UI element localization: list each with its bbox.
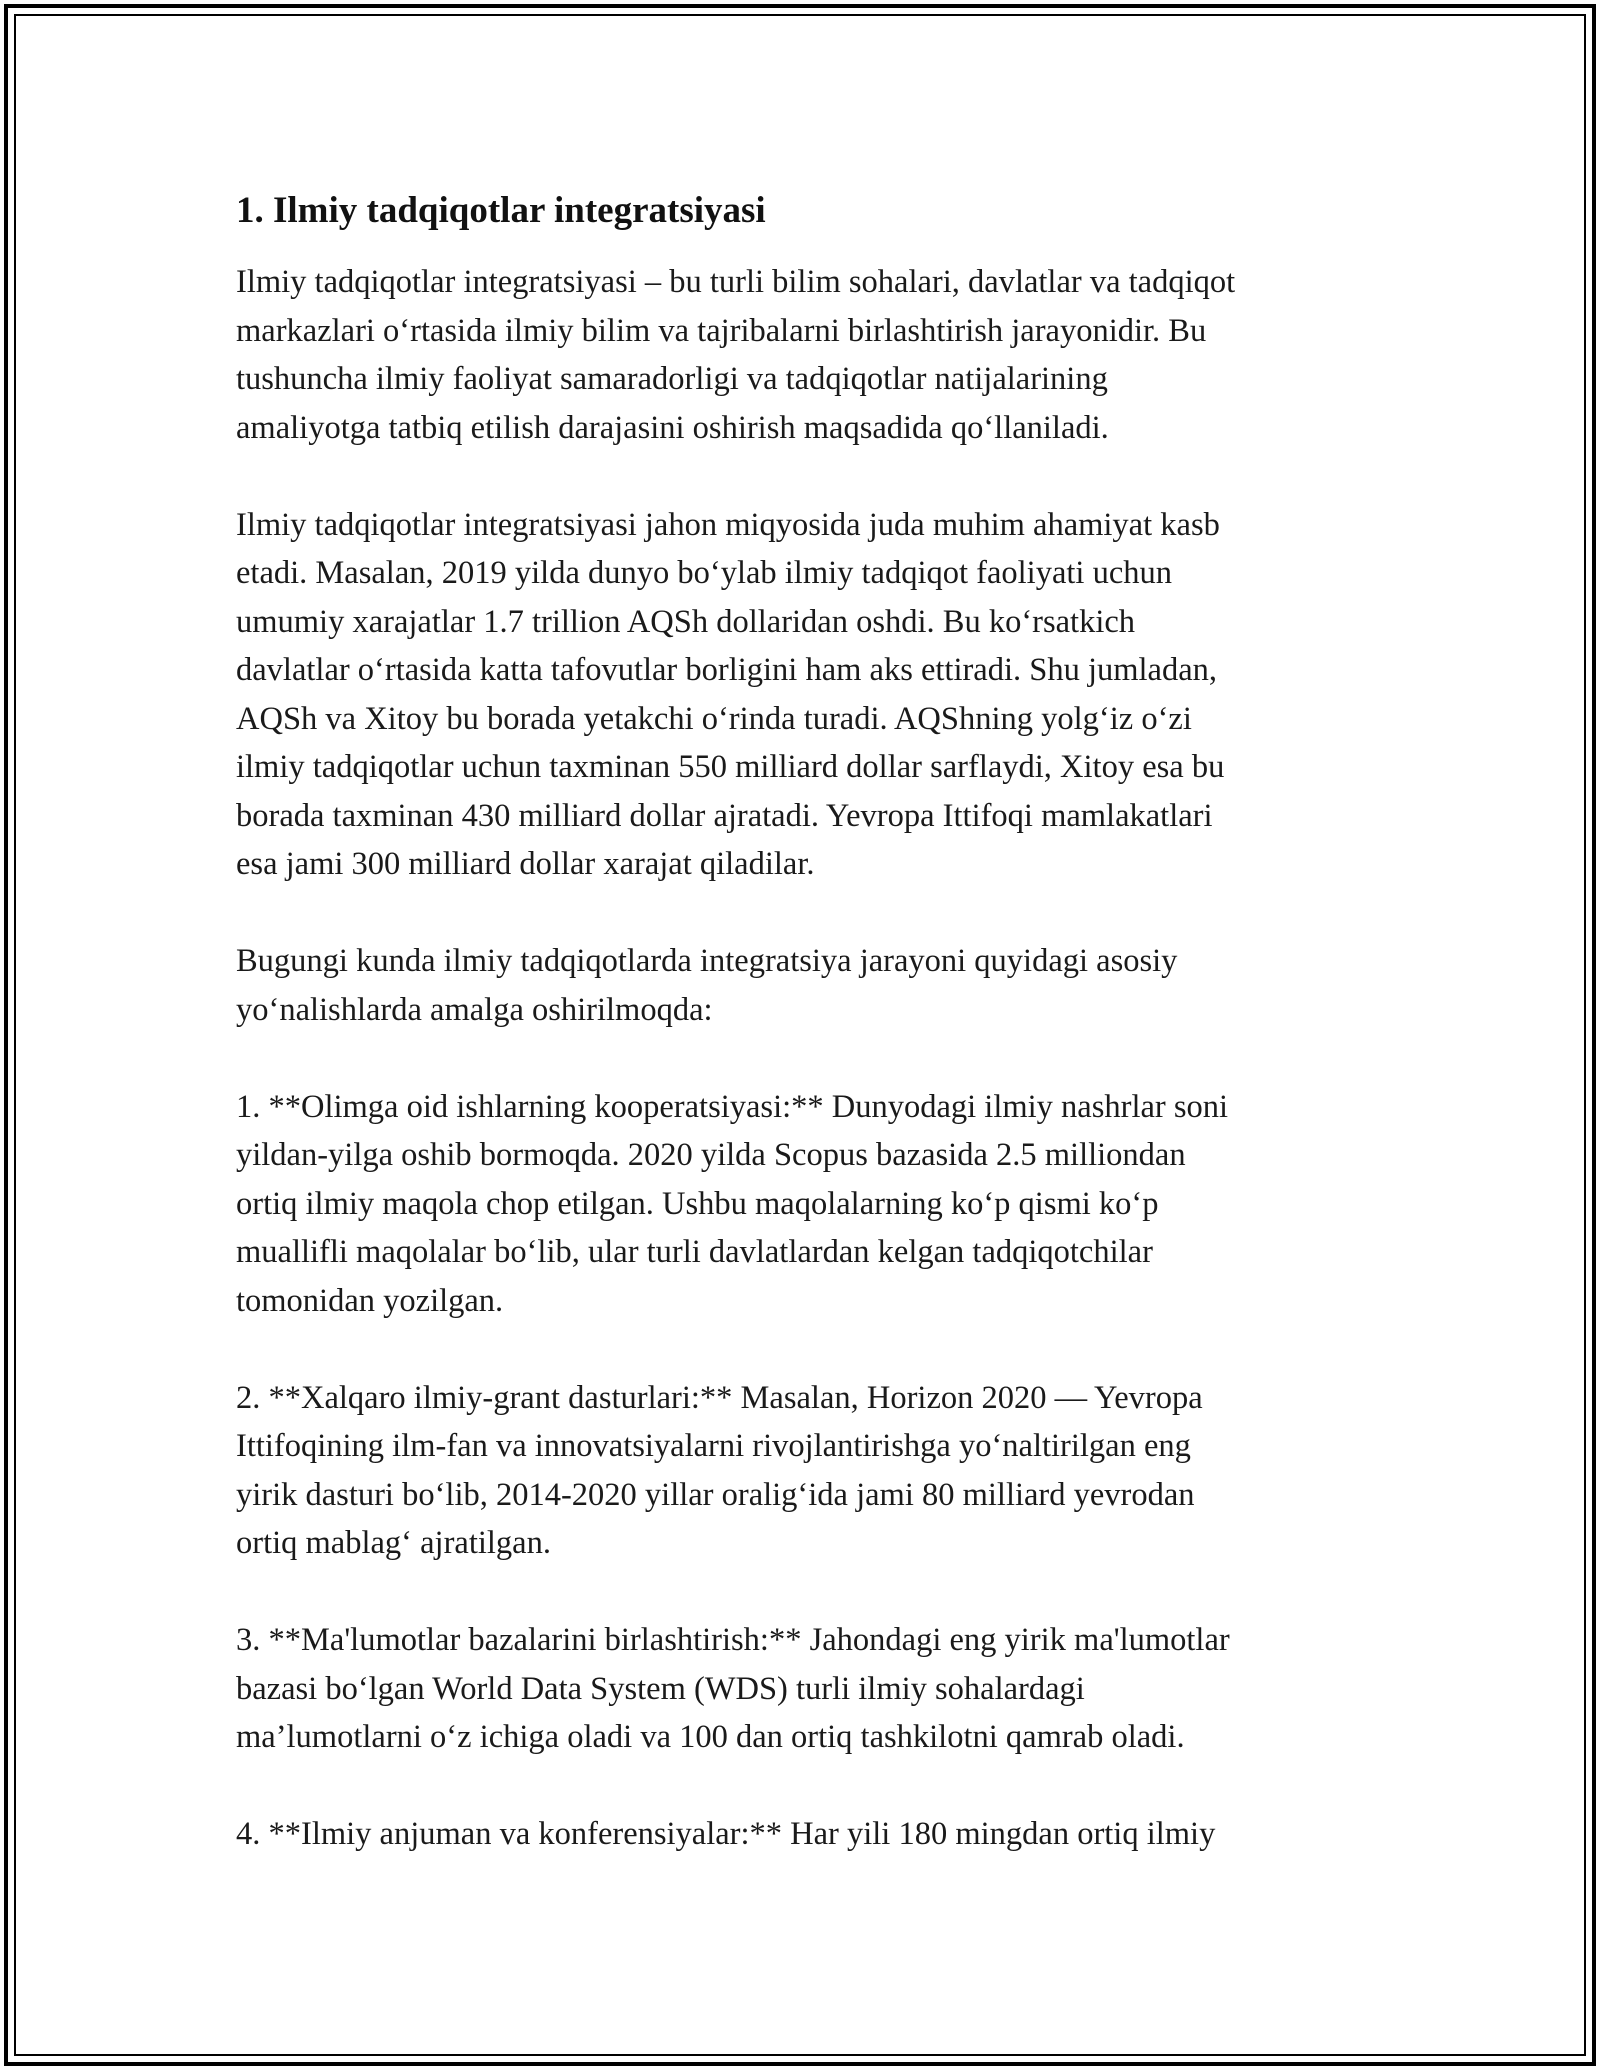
- text-line: Ilmiy tadqiqotlar integratsiyasi jahon miqyosida juda muhim ahamiyat kasb: [236, 506, 1220, 543]
- text-line: ilmiy tadqiqotlar uchun taxminan 550 milliard dollar sarflaydi, Xitoy esa bu: [236, 749, 1225, 785]
- text-line: markazlari oʻrtasida ilmiy bilim va tajribalarni birlashtirish jarayonidir. Bu: [236, 312, 1207, 349]
- list-item-grant-programs: [236, 1374, 1416, 1568]
- text-line: yoʻnalishlarda amalga oshirilmoqda:: [236, 991, 713, 1028]
- paragraph-definition: [236, 258, 1416, 452]
- text-line: tushuncha ilmiy faoliyat samaradorligi va tadqiqotlar natijalarining: [236, 361, 1108, 397]
- text-line: umumiy xarajatlar 1.7 trillion AQSh dollaridan oshdi. Bu koʻrsatkich: [236, 603, 1136, 640]
- text-line: Ittifoqining ilm-fan va innovatsiyalarni rivojlantirishga yoʻnaltirilgan eng: [236, 1428, 1191, 1464]
- text-line: ortiq ilmiy maqola chop etilgan. Ushbu maqolalarning koʻp qismi koʻp: [236, 1185, 1159, 1222]
- text-line: bazasi boʻlgan World Data System (WDS) turli ilmiy sohalardagi: [236, 1670, 1085, 1707]
- list-item-cooperation: [236, 1083, 1416, 1326]
- text-line: 2. **Xalqaro ilmiy-grant dasturlari:** Masalan, Horizon 2020 — Yevropa: [236, 1379, 1203, 1416]
- text-line: borada taxminan 430 milliard dollar ajratadi. Yevropa Ittifoqi mamlakatlari: [236, 797, 1213, 834]
- text-line: davlatlar oʻrtasida katta tafovutlar borligini ham aks ettiradi. Shu jumladan,: [236, 652, 1218, 688]
- text-line: amaliyotga tatbiq etilish darajasini oshirish maqsadida qoʻllaniladi.: [236, 409, 1109, 446]
- section-heading: 1. Ilmiy tadqiqotlar integratsiyasi: [236, 190, 766, 231]
- text-line: Ilmiy tadqiqotlar integratsiyasi – bu turli bilim sohalari, davlatlar va tadqiqot: [236, 264, 1236, 300]
- text-line: Bugungi kunda ilmiy tadqiqotlarda integratsiya jarayoni quyidagi asosiy: [236, 943, 1178, 979]
- text-line: yildan-yilga oshib bormoqda. 2020 yilda Scopus bazasida 2.5 milliondan: [236, 1137, 1186, 1173]
- text-line: ma’lumotlarni oʻz ichiga oladi va 100 dan ortiq tashkilotni qamrab oladi.: [236, 1719, 1185, 1755]
- paragraph-directions-intro: [236, 937, 1416, 1034]
- text-line: AQSh va Xitoy bu borada yetakchi oʻrinda turadi. AQShning yolgʻiz oʻzi: [236, 700, 1192, 737]
- text-line: etadi. Masalan, 2019 yilda dunyo boʻylab ilmiy tadqiqot faoliyati uchun: [236, 555, 1172, 591]
- text-line: yirik dasturi boʻlib, 2014-2020 yillar oraligʻida jami 80 milliard yevrodan: [236, 1476, 1195, 1513]
- text-line: muallifli maqolalar boʻlib, ular turli davlatlardan kelgan tadqiqotchilar: [236, 1234, 1153, 1270]
- text-line: esa jami 300 milliard dollar xarajat qiladilar.: [236, 846, 815, 882]
- text-line: ortiq mablagʻ ajratilgan.: [236, 1525, 551, 1561]
- list-item-conferences: [236, 1810, 1416, 1859]
- paragraph-global-spending: [236, 501, 1416, 889]
- list-item-databases: [236, 1616, 1416, 1762]
- text-line: 3. **Ma'lumotlar bazalarini birlashtirish:** Jahondagi eng yirik ma'lumotlar: [236, 1622, 1230, 1658]
- text-line: 4. **Ilmiy anjuman va konferensiyalar:** Har yili 180 mingdan ortiq ilmiy: [236, 1816, 1216, 1852]
- text-line: 1. **Olimga oid ishlarning kooperatsiyasi:** Dunyodagi ilmiy nashrlar soni: [236, 1088, 1229, 1125]
- text-line: tomonidan yozilgan.: [236, 1282, 504, 1319]
- document-body: [236, 186, 1416, 1907]
